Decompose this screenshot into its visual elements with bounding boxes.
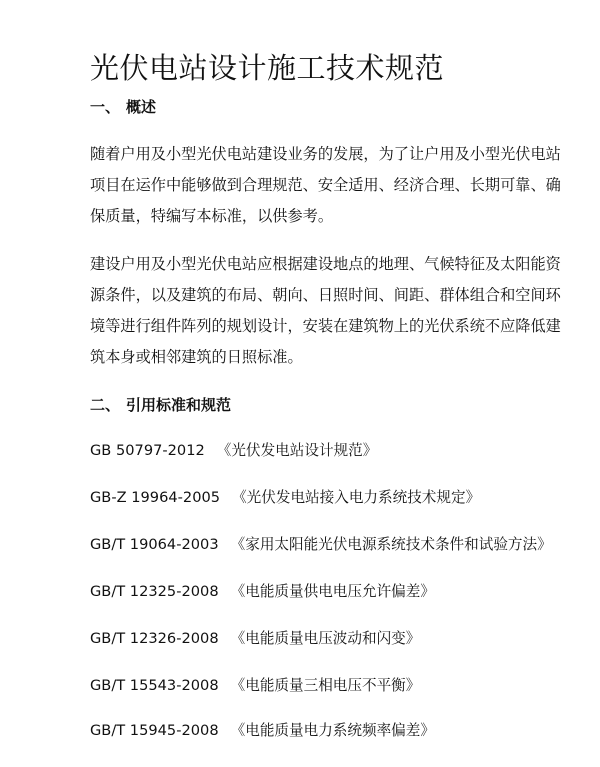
reference-name: 《电能质量供电电压允许偏差》 [230, 583, 435, 600]
document-title: 光伏电站设计施工技术规范 [90, 51, 445, 85]
paragraph [90, 249, 561, 373]
paragraph-line: 筑本身或相邻建筑的日照标准。 [90, 348, 303, 366]
reference-code: GB/T 19064-2003 [90, 536, 219, 553]
section-number: 二、 [90, 396, 121, 414]
section-number: 一、 [90, 98, 121, 116]
section-title: 引用标准和规范 [126, 396, 232, 414]
paragraph-line: 随着户用及小型光伏电站建设业务的发展，为了让户用及小型光伏电站 [90, 145, 561, 163]
reference-name: 《光伏发电站设计规范》 [216, 442, 378, 459]
reference-code: GB/T 15945-2008 [90, 722, 219, 739]
reference-name: 《电能质量三相电压不平衡》 [230, 677, 421, 694]
reference-code: GB/T 12326-2008 [90, 630, 219, 647]
reference-code: GB-Z 19964-2005 [90, 489, 221, 506]
paragraph-line: 源条件，以及建筑的布局、朝向、日照时间、间距、群体组合和空间环 [90, 286, 561, 304]
reference-item [90, 674, 420, 695]
reference-item [90, 627, 420, 648]
reference-name: 《电能质量电压波动和闪变》 [230, 630, 421, 647]
paragraph [90, 139, 561, 232]
reference-name: 《光伏发电站接入电力系统技术规定》 [232, 489, 481, 506]
section-heading-references [90, 394, 231, 415]
reference-code: GB/T 12325-2008 [90, 583, 219, 600]
section-title: 概述 [126, 98, 157, 116]
paragraph-line: 保质量，特编写本标准，以供参考。 [90, 207, 333, 225]
paragraph-line: 项目在运作中能够做到合理规范、安全适用、经济合理、长期可靠、确 [90, 176, 561, 194]
reference-item [90, 439, 377, 460]
reference-item [90, 533, 552, 554]
reference-name: 《家用太阳能光伏电源系统技术条件和试验方法》 [230, 536, 552, 553]
section-heading-overview [90, 96, 156, 117]
reference-code: GB 50797-2012 [90, 442, 205, 459]
reference-name: 《电能质量电力系统频率偏差》 [230, 722, 435, 739]
reference-item [90, 486, 480, 507]
reference-item [90, 580, 435, 601]
reference-code: GB/T 15543-2008 [90, 677, 219, 694]
paragraph-line: 境等进行组件阵列的规划设计，安装在建筑物上的光伏系统不应降低建 [90, 317, 561, 335]
reference-item [90, 719, 435, 740]
paragraph-line: 建设户用及小型光伏电站应根据建设地点的地理、气候特征及太阳能资 [90, 255, 561, 273]
